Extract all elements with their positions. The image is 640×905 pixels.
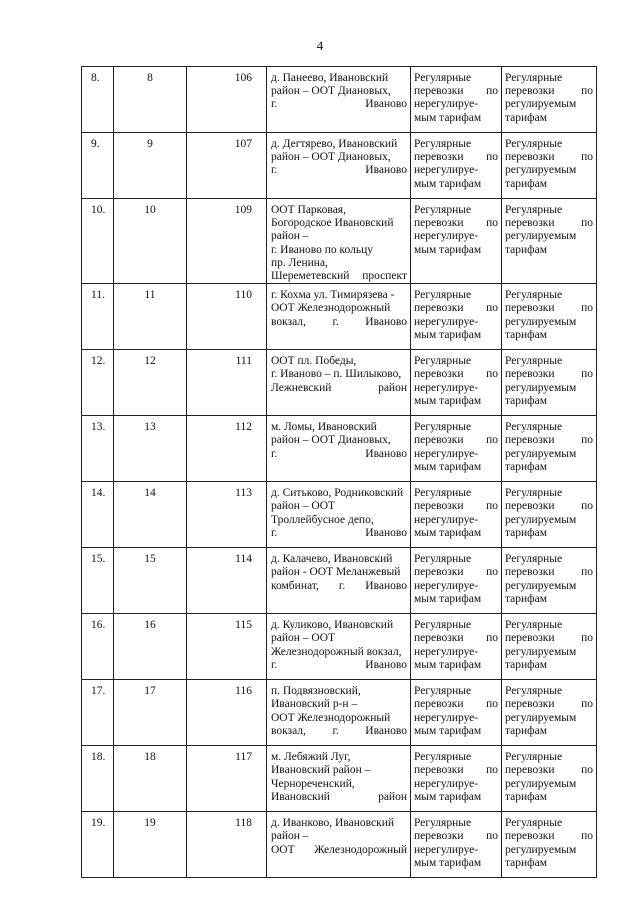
route-description-line: г. Иваново: [271, 447, 407, 460]
transport-type-line: Регулярные: [414, 751, 472, 764]
transport-type-line: нерегулируе-: [414, 381, 479, 394]
route-description-line: Ивановский район: [271, 790, 407, 803]
tariff-type: [502, 548, 597, 614]
table-row: [82, 133, 597, 199]
transport-type-line: мым тарифам: [414, 177, 482, 190]
tariff-type-line: [505, 151, 593, 164]
route-description: [267, 133, 411, 199]
tariff-type-word: по: [581, 500, 593, 513]
transport-type-line: [414, 566, 498, 579]
route-description-line: Лежневский район: [271, 381, 407, 394]
tariff-type: [502, 133, 597, 199]
tariff-type-word: перевозки: [505, 566, 555, 579]
transport-type: [411, 67, 502, 133]
transport-type-line: нерегулируе-: [414, 315, 479, 328]
route-description-line: д. Панеево, Ивановский: [271, 72, 389, 84]
route-description-line: район –: [271, 830, 309, 843]
transport-type-line: Регулярные: [414, 289, 472, 302]
tariff-type-word: перевозки: [505, 632, 555, 645]
route-description: [267, 746, 411, 812]
transport-type-line: [414, 368, 498, 381]
transport-type-word: по: [486, 500, 498, 513]
tariff-type-line: регулируемым: [505, 447, 577, 460]
tariff-type-line: тарифам: [505, 790, 548, 803]
transport-type-line: нерегулируе-: [414, 843, 479, 856]
transport-type-word: перевозки: [414, 302, 464, 315]
tariff-type-line: регулируемым: [505, 513, 577, 526]
transport-type-word: перевозки: [414, 368, 464, 381]
route-description-line: район – ООТ Диановых,: [271, 85, 391, 98]
transport-type-line: [414, 85, 498, 98]
route-number: 114: [187, 548, 267, 614]
transport-type-word: перевозки: [414, 764, 464, 777]
transport-type-line: Регулярные: [414, 817, 472, 830]
tariff-type-word: по: [581, 566, 593, 579]
tariff-type-line: тарифам: [505, 460, 548, 473]
route-description-line: ООТ пл. Победы,: [271, 355, 357, 368]
table-row: [82, 548, 597, 614]
tariff-type-line: [505, 368, 593, 381]
route-description: [267, 199, 411, 284]
tariff-type-line: регулируемым: [505, 645, 577, 658]
table-row: [82, 350, 597, 416]
registry-number: 13: [114, 416, 187, 482]
tariff-type-line: регулируемым: [505, 230, 577, 243]
tariff-type-line: тарифам: [505, 243, 548, 256]
tariff-type-line: тарифам: [505, 658, 548, 671]
transport-type-word: по: [486, 764, 498, 777]
transport-type-line: Регулярные: [414, 138, 472, 150]
table-row: [82, 67, 597, 133]
registry-number: 19: [114, 812, 187, 878]
route-description-line: район – ООТ: [271, 632, 336, 645]
tariff-type-line: [505, 566, 593, 579]
row-number: 11.: [82, 284, 114, 350]
tariff-type-line: тарифам: [505, 526, 548, 539]
tariff-type-line: [505, 85, 593, 98]
transport-type-word: по: [486, 302, 498, 315]
route-number: 109: [187, 199, 267, 284]
route-description-line: м. Ломы, Ивановский: [271, 421, 377, 434]
route-description: [267, 67, 411, 133]
row-number: 17.: [82, 680, 114, 746]
transport-type-line: нерегулируе-: [414, 777, 479, 790]
route-description-line: Богородское Ивановский: [271, 217, 394, 230]
tariff-type-line: регулируемым: [505, 98, 577, 111]
transport-type-word: по: [486, 368, 498, 381]
route-description-line: д. Калачево, Ивановский: [271, 553, 393, 566]
route-description-line: г. Иваново: [271, 98, 407, 111]
tariff-type: [502, 350, 597, 416]
transport-type-line: мым тарифам: [414, 243, 482, 256]
tariff-type-word: перевозки: [505, 830, 555, 843]
transport-type-line: Регулярные: [414, 421, 472, 434]
route-number: 115: [187, 614, 267, 680]
transport-type-word: перевозки: [414, 632, 464, 645]
transport-type-word: перевозки: [414, 698, 464, 711]
tariff-type-line: регулируемым: [505, 777, 577, 790]
routes-table: [81, 66, 597, 878]
table-row: [82, 416, 597, 482]
transport-type-line: мым тарифам: [414, 328, 482, 341]
transport-type: [411, 614, 502, 680]
tariff-type-line: Регулярные: [505, 355, 563, 368]
tariff-type-word: перевозки: [505, 217, 555, 230]
transport-type-word: перевозки: [414, 566, 464, 579]
tariff-type-word: по: [581, 151, 593, 164]
row-number: 13.: [82, 416, 114, 482]
route-description-line: д. Куликово, Ивановский: [271, 619, 394, 632]
tariff-type-line: регулируемым: [505, 843, 577, 856]
transport-type-line: мым тарифам: [414, 790, 482, 803]
tariff-type-line: [505, 830, 593, 843]
route-number: 106: [187, 67, 267, 133]
route-description: [267, 284, 411, 350]
tariff-type: [502, 614, 597, 680]
tariff-type-word: перевозки: [505, 151, 555, 164]
transport-type-line: мым тарифам: [414, 658, 482, 671]
transport-type-line: мым тарифам: [414, 856, 482, 869]
route-number: 113: [187, 482, 267, 548]
row-number: 12.: [82, 350, 114, 416]
tariff-type-line: Регулярные: [505, 138, 563, 150]
transport-type-line: Регулярные: [414, 204, 472, 216]
tariff-type: [502, 284, 597, 350]
tariff-type-line: Регулярные: [505, 289, 563, 302]
tariff-type-line: тарифам: [505, 394, 548, 407]
transport-type: [411, 199, 502, 284]
tariff-type-word: по: [581, 302, 593, 315]
tariff-type: [502, 482, 597, 548]
transport-type-line: мым тарифам: [414, 526, 482, 539]
route-description-line: район – ООТ: [271, 500, 336, 513]
transport-type-line: Регулярные: [414, 685, 472, 698]
tariff-type-line: регулируемым: [505, 381, 577, 394]
route-number: 110: [187, 284, 267, 350]
tariff-type-word: по: [581, 632, 593, 645]
transport-type-word: по: [486, 217, 498, 230]
registry-number: 9: [114, 133, 187, 199]
route-description-line: Чернореченский,: [271, 777, 355, 790]
tariff-type-word: перевозки: [505, 500, 555, 513]
route-description-line: п. Подвязновский,: [271, 685, 361, 698]
transport-type-word: по: [486, 698, 498, 711]
transport-type: [411, 416, 502, 482]
tariff-type-line: Регулярные: [505, 72, 563, 84]
route-description-line: Шереметевский проспект: [271, 270, 407, 283]
transport-type: [411, 812, 502, 878]
transport-type-word: перевозки: [414, 151, 464, 164]
route-description-line: д. Дегтярево, Ивановский: [271, 138, 398, 150]
tariff-type-line: Регулярные: [505, 619, 563, 632]
route-description-line: вокзал, г. Иваново: [271, 724, 407, 737]
route-description: [267, 416, 411, 482]
tariff-type-line: регулируемым: [505, 164, 577, 177]
route-description-line: д. Ситьково, Родниковский: [271, 487, 404, 500]
tariff-type-line: Регулярные: [505, 751, 563, 764]
transport-type-line: мым тарифам: [414, 394, 482, 407]
tariff-type-line: Регулярные: [505, 487, 563, 500]
tariff-type-line: тарифам: [505, 177, 548, 190]
route-description: [267, 812, 411, 878]
route-description: [267, 680, 411, 746]
transport-type-line: мым тарифам: [414, 111, 482, 124]
tariff-type-word: по: [581, 698, 593, 711]
route-description: [267, 482, 411, 548]
tariff-type-word: по: [581, 368, 593, 381]
transport-type-line: [414, 500, 498, 513]
row-number: 14.: [82, 482, 114, 548]
table-row: [82, 284, 597, 350]
transport-type: [411, 746, 502, 812]
row-number: 19.: [82, 812, 114, 878]
route-description: [267, 548, 411, 614]
tariff-type-line: тарифам: [505, 328, 548, 341]
table-row: [82, 746, 597, 812]
route-description-line: г. Кохма ул. Тимирязева -: [271, 289, 395, 302]
route-description-line: район – ООТ Диановых,: [271, 151, 391, 164]
transport-type-line: нерегулируе-: [414, 164, 479, 177]
route-description-line: д. Иванково, Ивановский: [271, 817, 395, 830]
route-description-line: Ивановский р-н –: [271, 698, 358, 711]
route-description-line: г. Иваново – п. Шилыково,: [271, 368, 402, 381]
tariff-type-line: Регулярные: [505, 553, 563, 566]
tariff-type-word: перевозки: [505, 85, 555, 98]
tariff-type-word: перевозки: [505, 698, 555, 711]
tariff-type: [502, 416, 597, 482]
transport-type-line: [414, 830, 498, 843]
tariff-type-line: [505, 764, 593, 777]
transport-type-word: перевозки: [414, 217, 464, 230]
transport-type: [411, 680, 502, 746]
table-row: [82, 680, 597, 746]
transport-type-word: по: [486, 85, 498, 98]
row-number: 16.: [82, 614, 114, 680]
transport-type-line: Регулярные: [414, 553, 472, 566]
transport-type-line: нерегулируе-: [414, 711, 479, 724]
route-description-line: район – ООТ Диановых,: [271, 434, 391, 447]
transport-type-word: перевозки: [414, 500, 464, 513]
tariff-type-line: [505, 302, 593, 315]
route-description-line: ООТ Железнодорожный: [271, 302, 391, 315]
route-description-line: Железнодорожный вокзал,: [271, 645, 402, 658]
tariff-type-line: [505, 632, 593, 645]
route-description: [267, 350, 411, 416]
tariff-type-line: [505, 217, 593, 230]
route-description-line: г. Иваново: [271, 526, 407, 539]
transport-type-line: нерегулируе-: [414, 98, 479, 111]
transport-type-line: Регулярные: [414, 619, 472, 632]
transport-type-word: по: [486, 830, 498, 843]
row-number: 18.: [82, 746, 114, 812]
route-description: [267, 614, 411, 680]
tariff-type-line: Регулярные: [505, 204, 563, 216]
registry-number: 8: [114, 67, 187, 133]
tariff-type-word: по: [581, 830, 593, 843]
tariff-type-line: регулируемым: [505, 315, 577, 328]
tariff-type-line: Регулярные: [505, 685, 563, 698]
route-number: 118: [187, 812, 267, 878]
transport-type-line: Регулярные: [414, 355, 472, 368]
row-number: 8.: [82, 67, 114, 133]
route-number: 117: [187, 746, 267, 812]
table-row: [82, 482, 597, 548]
table-row: [82, 614, 597, 680]
route-description-line: г. Иваново: [271, 164, 407, 177]
transport-type: [411, 548, 502, 614]
tariff-type-word: по: [581, 434, 593, 447]
tariff-type-line: тарифам: [505, 724, 548, 737]
route-description-line: вокзал, г. Иваново: [271, 315, 407, 328]
tariff-type-word: перевозки: [505, 434, 555, 447]
route-number: 112: [187, 416, 267, 482]
tariff-type: [502, 680, 597, 746]
route-number: 116: [187, 680, 267, 746]
registry-number: 10: [114, 199, 187, 284]
transport-type: [411, 133, 502, 199]
tariff-type-line: [505, 698, 593, 711]
tariff-type: [502, 746, 597, 812]
row-number: 9.: [82, 133, 114, 199]
tariff-type-word: перевозки: [505, 302, 555, 315]
transport-type-line: [414, 764, 498, 777]
route-number: 107: [187, 133, 267, 199]
transport-type-word: по: [486, 434, 498, 447]
route-description-line: Ивановский район –: [271, 764, 371, 777]
transport-type-word: перевозки: [414, 830, 464, 843]
tariff-type: [502, 812, 597, 878]
route-description-line: ООТ Парковая,: [271, 204, 346, 216]
transport-type-line: нерегулируе-: [414, 513, 479, 526]
route-number: 111: [187, 350, 267, 416]
route-description-line: Троллейбусное депо,: [271, 513, 374, 526]
tariff-type-line: тарифам: [505, 592, 548, 605]
tariff-type: [502, 199, 597, 284]
registry-number: 17: [114, 680, 187, 746]
route-description-line: ООТ Железнодорожный: [271, 711, 391, 724]
row-number: 15.: [82, 548, 114, 614]
route-description-line: г. Иваново по кольцу: [271, 243, 374, 256]
route-description-line: район - ООТ Меланжевый: [271, 566, 401, 579]
table-row: [82, 812, 597, 878]
registry-number: 18: [114, 746, 187, 812]
transport-type-line: [414, 302, 498, 315]
transport-type: [411, 350, 502, 416]
transport-type-word: по: [486, 632, 498, 645]
tariff-type-line: Регулярные: [505, 817, 563, 830]
route-description-line: м. Лебяжий Луг,: [271, 751, 351, 764]
transport-type-word: перевозки: [414, 85, 464, 98]
tariff-type-line: тарифам: [505, 856, 548, 869]
registry-number: 11: [114, 284, 187, 350]
transport-type: [411, 284, 502, 350]
transport-type-line: мым тарифам: [414, 724, 482, 737]
transport-type-line: [414, 217, 498, 230]
tariff-type-line: [505, 434, 593, 447]
tariff-type-word: перевозки: [505, 764, 555, 777]
route-description-line: пр. Ленина,: [271, 256, 328, 269]
tariff-type-line: тарифам: [505, 111, 548, 124]
transport-type-word: перевозки: [414, 434, 464, 447]
registry-number: 12: [114, 350, 187, 416]
tariff-type-line: [505, 500, 593, 513]
page-number: 4: [316, 38, 324, 53]
transport-type-line: мым тарифам: [414, 460, 482, 473]
transport-type-line: [414, 434, 498, 447]
table-row: [82, 199, 597, 284]
route-description-line: комбинат, г. Иваново: [271, 579, 407, 592]
tariff-type-word: по: [581, 217, 593, 230]
transport-type-line: [414, 151, 498, 164]
transport-type-line: нерегулируе-: [414, 579, 479, 592]
transport-type-line: [414, 698, 498, 711]
tariff-type-word: по: [581, 764, 593, 777]
registry-number: 15: [114, 548, 187, 614]
route-description-line: ООТ Железнодорожный: [271, 843, 407, 856]
transport-type-line: нерегулируе-: [414, 645, 479, 658]
transport-type-line: [414, 632, 498, 645]
transport-type-line: Регулярные: [414, 487, 472, 500]
transport-type-line: мым тарифам: [414, 592, 482, 605]
transport-type-line: Регулярные: [414, 72, 472, 84]
transport-type-word: по: [486, 151, 498, 164]
route-description-line: г. Иваново: [271, 658, 407, 671]
tariff-type-line: регулируемым: [505, 579, 577, 592]
transport-type-line: нерегулируе-: [414, 447, 479, 460]
tariff-type-line: Регулярные: [505, 421, 563, 434]
route-description-line: район –: [271, 230, 309, 243]
transport-type-line: нерегулируе-: [414, 230, 479, 243]
registry-number: 14: [114, 482, 187, 548]
row-number: 10.: [82, 199, 114, 284]
tariff-type: [502, 67, 597, 133]
transport-type: [411, 482, 502, 548]
tariff-type-line: регулируемым: [505, 711, 577, 724]
tariff-type-word: по: [581, 85, 593, 98]
tariff-type-word: перевозки: [505, 368, 555, 381]
registry-number: 16: [114, 614, 187, 680]
transport-type-word: по: [486, 566, 498, 579]
